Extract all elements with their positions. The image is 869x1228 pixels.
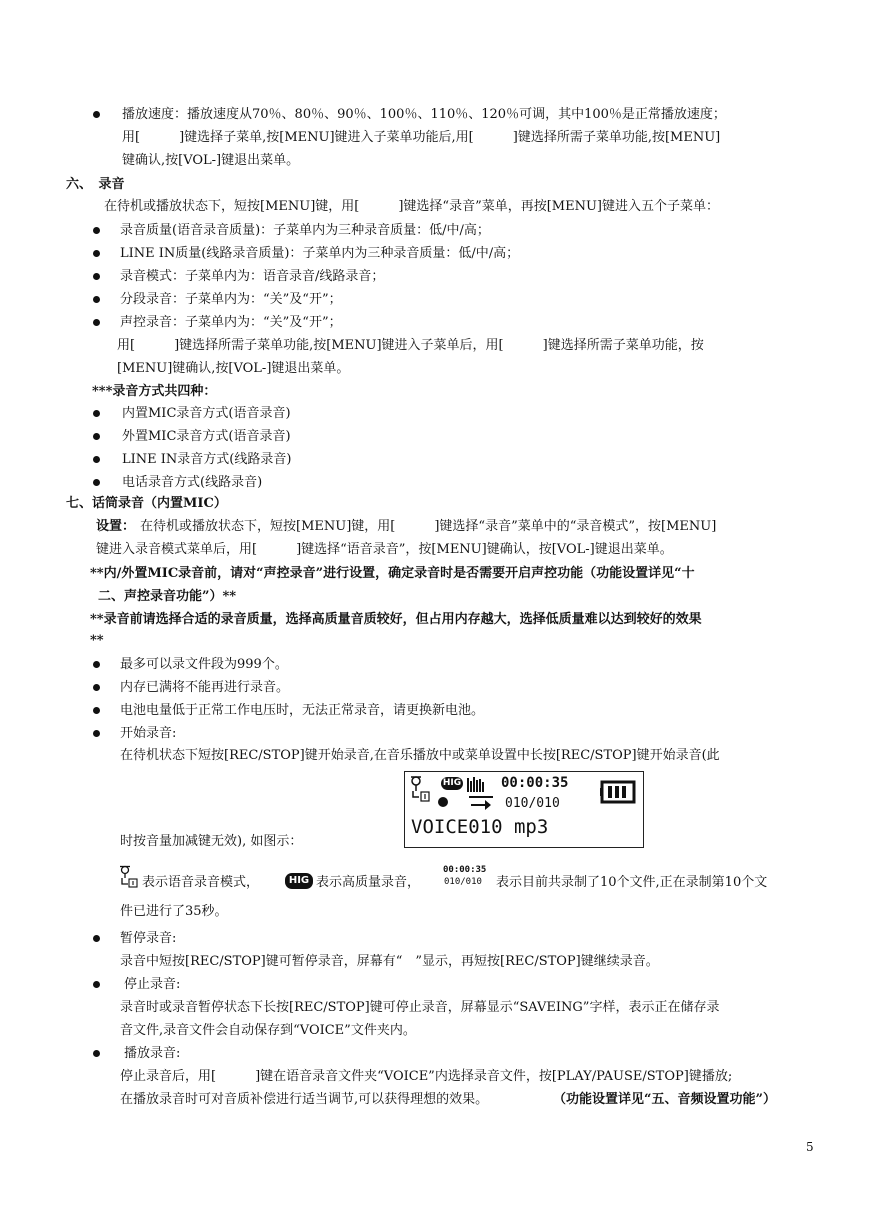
text-line: 用[ ]键选择子菜单,按[MENU]键进入子菜单功能后,用[ ]键选择所需子菜单功能,按[MENU] [122,130,721,145]
text-line: 停止录音: [124,977,181,992]
bullet [93,935,100,942]
text-line: 暂停录音: [120,931,177,946]
bullet [93,319,100,326]
lcd-time: 00:00:35 [501,775,569,791]
text-line: LINE IN质量(线路录音质量)：子菜单内为三种录音质量：低/中/高； [120,246,520,261]
lcd-filename: VOICE010 mp3 [411,816,549,838]
text-line: 最多可以录文件段为999个。 [120,657,288,672]
text-line: 开始录音: [120,726,177,741]
text-line: **录音前请选择合适的录音质量，选择高质量音质较好，但占用内存越大，选择低质量难以达到较好的效果 [90,612,702,627]
text-line: 表示语音录音模式， [142,875,260,890]
bullet [93,479,100,486]
text-line: 表示高质量录音， [316,875,421,890]
page-number: 5 [806,1140,814,1154]
text-line: [MENU]键确认,按[VOL-]键退出菜单。 [117,361,350,376]
bullet [93,111,100,118]
bullet [93,730,100,737]
lcd-screen-illustration [404,771,644,848]
legend-file-count: 010/010 [444,877,482,887]
signal-bars-icon [467,776,487,792]
voice-record-mode-icon [409,775,431,807]
text-line: 分段录音：子菜单内为：“关”及“开”； [120,292,342,307]
bullet [93,456,100,463]
text-line: 电话录音方式(线路录音) [122,475,263,490]
bullet [93,661,100,668]
text-line: 音文件,录音文件会自动保存到“VOICE”文件夹内。 [120,1023,416,1038]
text-line: 声控录音：子菜单内为：“关”及“开”； [120,315,342,330]
bullet [93,227,100,234]
section-heading: 六、 录音 [66,177,125,192]
record-dot-icon [437,796,449,808]
text-line: 录音质量(语音录音质量)：子菜单内为三种录音质量：低/中/高； [120,223,490,238]
bullet [93,410,100,417]
high-quality-badge: HIG [442,778,462,788]
bullet [93,684,100,691]
text-line: 表示目前共录制了10个文件,正在录制第10个文 [496,875,768,890]
text-line: 外置MIC录音方式(语音录音) [122,429,291,444]
text-line: ** [90,633,104,648]
text-line: 录音时或录音暂停状态下长按[REC/STOP]键可停止录音，屏幕显示“SAVEING”字样，表示正在储存录 [120,1000,720,1015]
bullet [93,273,100,280]
voice-record-mode-icon [118,865,140,889]
text-line: LINE IN录音方式(线路录音) [122,452,292,467]
bullet [93,1050,100,1057]
section-heading: 七、话筒录音（内置MIC） [66,496,227,511]
text-line: 键进入录音模式菜单后，用[ ]键选择“语音录音”，按[MENU]键确认，按[VOL-]键退出菜单。 [96,542,673,557]
bullet [93,707,100,714]
text-line: 设置： [96,519,136,534]
high-quality-badge: HIG [285,873,313,889]
text-line: 内存已满将不能再进行录音。 [120,680,290,695]
text-line: 在待机状态下短按[REC/STOP]键开始录音,在音乐播放中或菜单设置中长按[REC/STOP]键开始录音(此 [120,748,720,763]
text-line: 录音模式：子菜单内为：语音录音/线路录音； [120,269,385,284]
bullet [93,433,100,440]
text-line: 键确认,按[VOL-]键退出菜单。 [122,153,300,168]
text-line: 播放速度：播放速度从70％、80％、90％、100％、110％、120％可调，其中100％是正常播放速度； [122,107,726,122]
bullet [93,981,100,988]
text-line: ***录音方式共四种： [92,384,217,399]
bullet [93,250,100,257]
text-line: 在待机或播放状态下，短按[MENU]键，用[ ]键选择“录音”菜单中的“录音模式”，按[MENU] [140,519,717,534]
text-line: 录音中短按[REC/STOP]键可暂停录音，屏幕有“ ”显示，再短按[REC/STOP]键继续录音。 [120,954,659,969]
lcd-file-count: 010/010 [505,796,560,811]
text-line: 用[ ]键选择所需子菜单功能,按[MENU]键进入子菜单后，用[ ]键选择所需子菜单功能，按 [117,338,704,353]
battery-icon [600,780,636,804]
text-line: 停止录音后，用[ ]键在语音录音文件夹“VOICE”内选择录音文件，按[PLAY/PAUSE/STOP]键播放; [120,1069,733,1084]
text-line: 件已进行了35秒。 [120,904,228,919]
text-line: 二、声控录音功能”）** [98,589,237,604]
text-line: （功能设置详见“五、音频设置功能”） [553,1092,776,1107]
text-line: 播放录音: [124,1046,181,1061]
text-line: 内置MIC录音方式(语音录音) [122,406,291,421]
text-line: **内/外置MIC录音前，请对“声控录音”进行设置，确定录音时是否需要开启声控功能（功能设置详见“十 [90,566,695,581]
text-line: 在播放录音时可对音质补偿进行适当调节,可以获得理想的效果。 [120,1092,489,1107]
text-line: 电池电量低于正常工作电压时，无法正常录音，请更换新电池。 [120,703,485,718]
text-line: 在待机或播放状态下，短按[MENU]键，用[ ]键选择“录音”菜单，再按[MENU]键进入五个子菜单： [104,199,719,214]
bullet [93,296,100,303]
arrow-right-icon [469,796,493,810]
legend-time: 00:00:35 [443,865,487,875]
text-line: 时按音量加减键无效), 如图示： [120,834,303,849]
